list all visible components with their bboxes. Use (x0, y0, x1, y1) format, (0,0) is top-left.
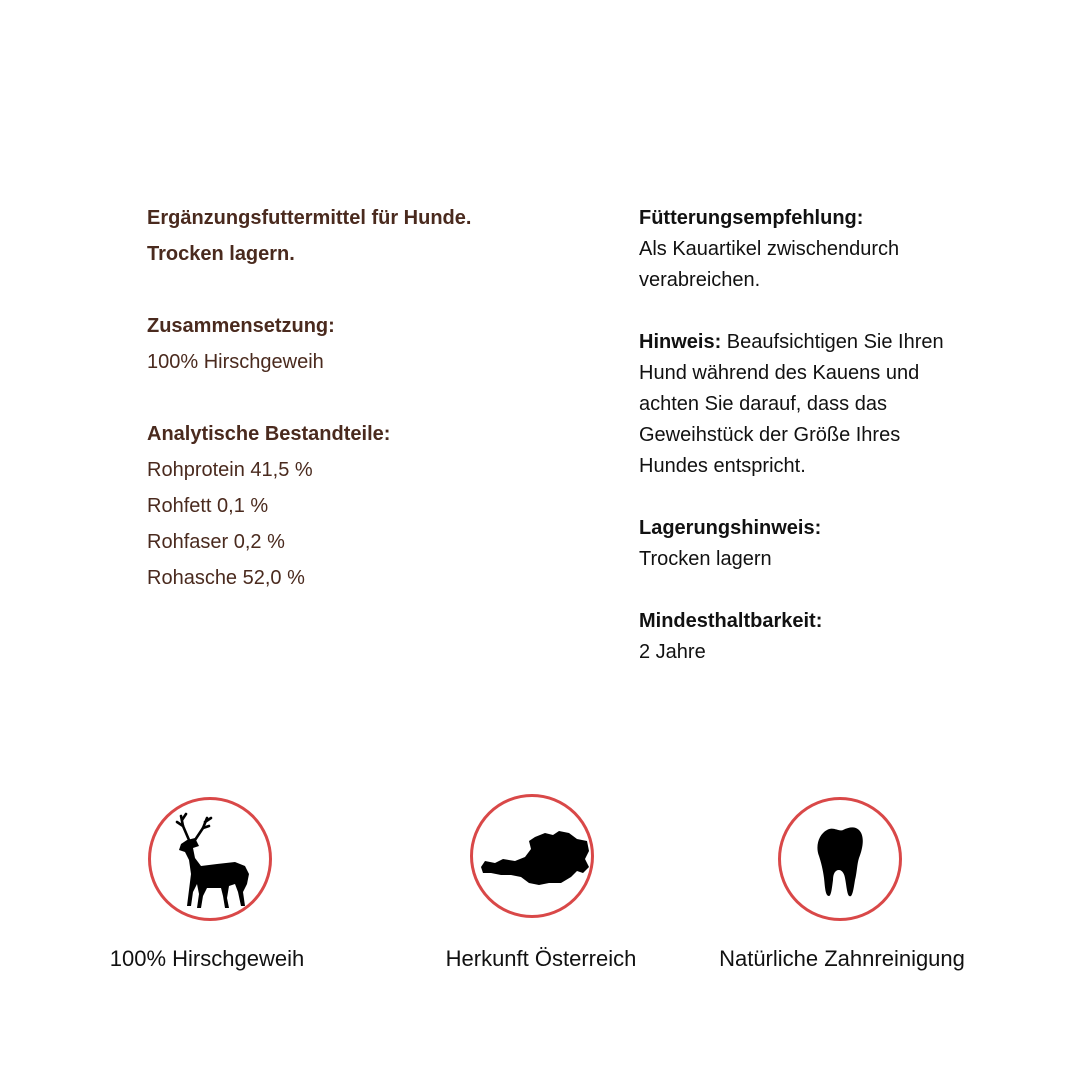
deer-badge (148, 797, 272, 921)
analysis-item-protein: Rohprotein 41,5 % (147, 459, 313, 481)
instructions-column (639, 203, 979, 668)
notice-text-line4: Geweihstück der Größe Ihres (639, 424, 901, 446)
badge-label-dental: Natürliche Zahnreinigung (719, 946, 965, 971)
notice-heading: Hinweis: (639, 331, 722, 353)
product-type-text: Ergänzungsfuttermittel für Hunde. (147, 207, 472, 229)
notice-text-line3: achten Sie darauf, dass das (639, 393, 887, 415)
feeding-text-line2: verabreichen. (639, 269, 761, 291)
notice-text-line5: Hundes entspricht. (639, 455, 806, 477)
deer-icon (151, 800, 269, 918)
austria-badge (470, 794, 594, 918)
composition-value: 100% Hirschgeweih (147, 351, 324, 373)
austria-map-icon (473, 797, 591, 915)
storage-heading: Lagerungshinweis: (639, 517, 822, 539)
notice-text-line1: Beaufsichtigen Sie Ihren (721, 331, 944, 353)
storage-short-text: Trocken lagern. (147, 243, 295, 265)
analysis-item-fat: Rohfett 0,1 % (147, 495, 269, 517)
analysis-item-ash: Rohasche 52,0 % (147, 567, 305, 589)
badge-label-origin: Herkunft Österreich (445, 946, 637, 971)
shelf-life-value: 2 Jahre (639, 641, 706, 663)
analysis-heading: Analytische Bestandteile: (147, 423, 391, 445)
storage-value: Trocken lagern (639, 548, 772, 570)
analysis-item-fiber: Rohfaser 0,2 % (147, 531, 285, 553)
shelf-life-heading: Mindesthaltbarkeit: (639, 610, 823, 632)
badge-label-antler: 100% Hirschgeweih (109, 946, 305, 971)
feeding-heading: Fütterungsempfehlung: (639, 207, 864, 229)
composition-column (147, 200, 567, 596)
notice-paragraph-line1 (639, 327, 979, 358)
tooth-icon (781, 800, 899, 918)
composition-heading: Zusammensetzung: (147, 315, 335, 337)
feeding-text-line1: Als Kauartikel zwischendurch (639, 238, 900, 260)
tooth-badge (778, 797, 902, 921)
notice-text-line2: Hund während des Kauens und (639, 362, 920, 384)
